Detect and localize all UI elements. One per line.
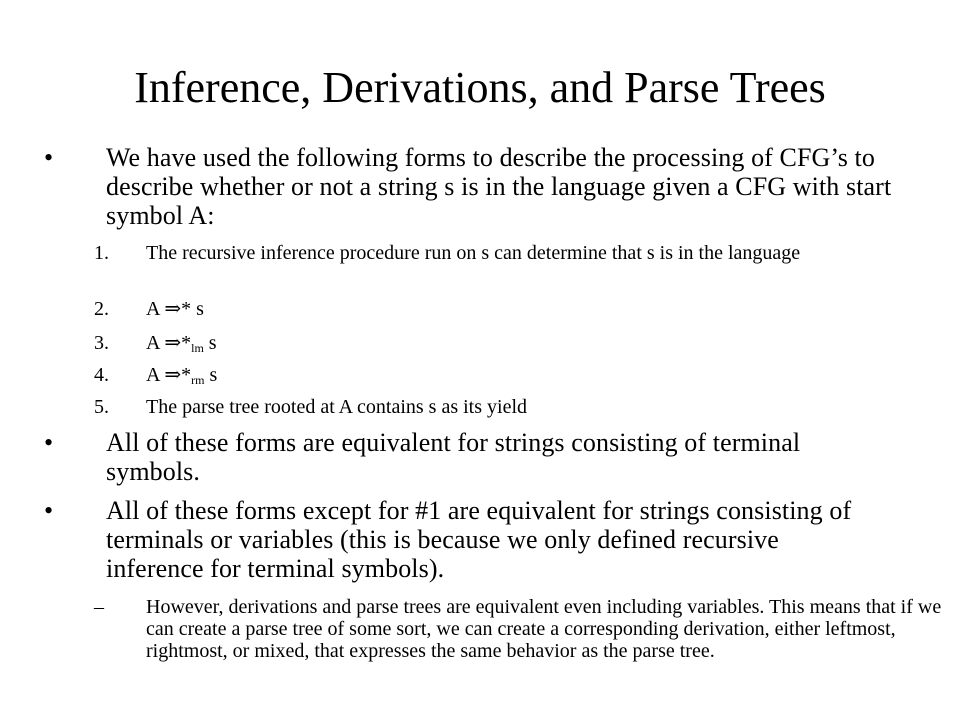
bullet-marker: • bbox=[44, 143, 54, 172]
item-star: * bbox=[181, 332, 192, 354]
item-subscript: lm bbox=[191, 341, 204, 355]
item-number: 2. bbox=[94, 298, 109, 320]
bullet-text: We have used the following forms to describe the processing of CFG’s to describe whether or not a string s is in the language given a CFG with start symbol A: bbox=[106, 143, 892, 230]
item-post: s bbox=[203, 332, 217, 354]
item-number: 1. bbox=[94, 242, 109, 264]
item-star: * bbox=[181, 298, 192, 320]
item-text bbox=[146, 364, 926, 386]
item-pre: A bbox=[146, 332, 165, 354]
item-number: 3. bbox=[94, 332, 109, 354]
derives-arrow: ⇒ bbox=[164, 364, 182, 386]
bullet-marker: • bbox=[44, 496, 54, 525]
slide-title: Inference, Derivations, and Parse Trees bbox=[134, 63, 826, 112]
item-pre: A bbox=[146, 364, 165, 386]
dash-marker: – bbox=[94, 596, 104, 618]
sub-bullet-text: However, derivations and parse trees are equivalent even including variables. This means that if we can create a parse tree of some sort, we can create a corresponding derivation, either leftmost, rightmost, or mixed, that expresses the same behavior as the parse tree. bbox=[146, 596, 942, 662]
item-text bbox=[146, 298, 926, 320]
item-pre: A bbox=[146, 298, 165, 320]
item-post: s bbox=[204, 364, 218, 386]
bullet-marker: • bbox=[44, 428, 54, 457]
bullet-text: All of these forms except for #1 are equivalent for strings consisting of terminals or variables (this is because we only defined recursive inference for terminal symbols). bbox=[106, 496, 852, 583]
item-text bbox=[146, 332, 926, 354]
item-text: The parse tree rooted at A contains s as its yield bbox=[146, 396, 528, 418]
item-post: s bbox=[191, 298, 204, 320]
derives-arrow: ⇒ bbox=[164, 298, 182, 320]
item-star: * bbox=[181, 364, 192, 386]
item-number: 4. bbox=[94, 364, 109, 386]
item-number: 5. bbox=[94, 396, 109, 418]
derives-arrow: ⇒ bbox=[164, 332, 182, 354]
item-subscript: rm bbox=[191, 373, 205, 387]
bullet-text: All of these forms are equivalent for strings consisting of terminal symbols. bbox=[106, 428, 801, 486]
item-text: The recursive inference procedure run on s can determine that s is in the language bbox=[146, 242, 801, 264]
